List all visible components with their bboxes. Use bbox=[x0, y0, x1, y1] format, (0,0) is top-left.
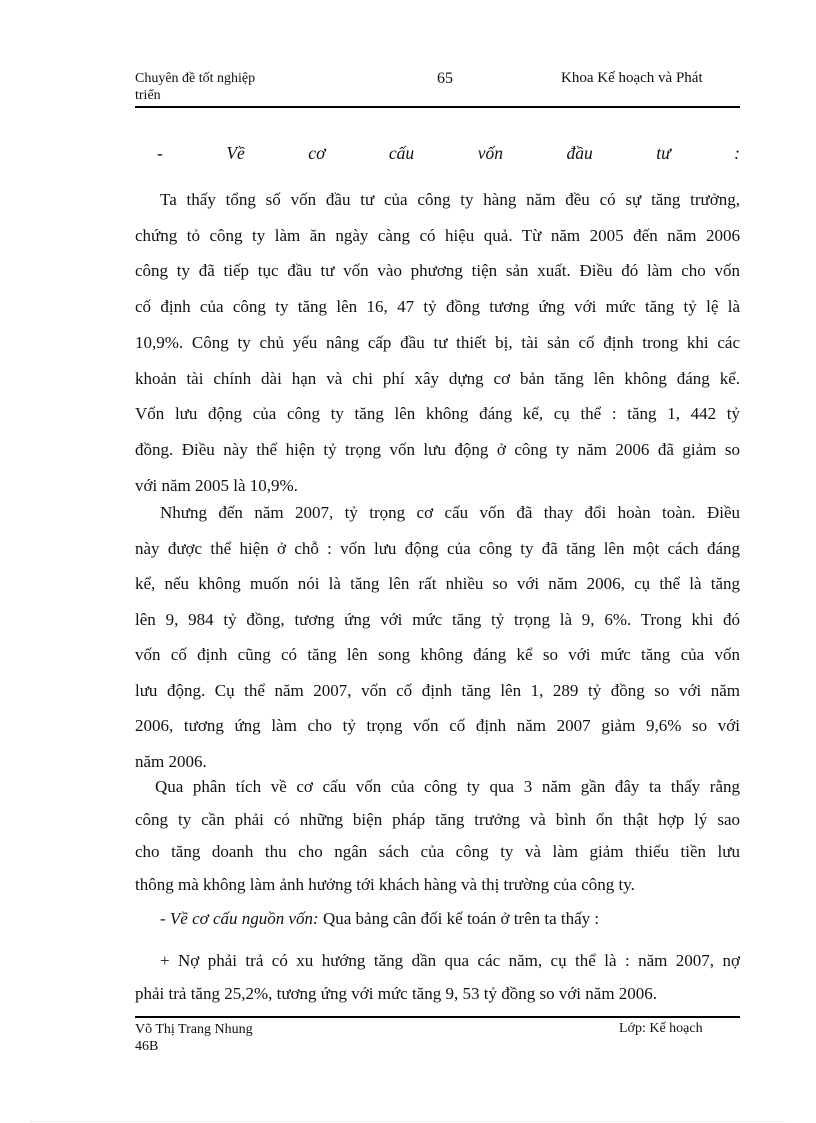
heading-word: Về bbox=[226, 143, 245, 163]
paragraph-2 bbox=[135, 495, 740, 779]
paragraph-3 bbox=[135, 771, 740, 901]
footer-author-class: 46B bbox=[135, 1039, 159, 1054]
heading-word: : bbox=[734, 143, 740, 163]
paragraph-line: chứng tỏ công ty làm ăn ngày càng có hiệu quả. Từ năm 2005 đến năm 2006 bbox=[135, 225, 740, 245]
heading-word: vốn bbox=[477, 143, 503, 163]
paragraph-line: công ty cần phải có những biện pháp tăng trưởng và bình ổn thật hợp lý sao bbox=[135, 809, 740, 829]
section-heading-funding-structure bbox=[135, 907, 740, 931]
heading-word: - bbox=[157, 143, 163, 163]
footer-class: Lớp: Kế hoạch bbox=[619, 1021, 703, 1036]
paragraph-line: này được thể hiện ở chỗ : vốn lưu động của công ty đã tăng lên một cách đáng bbox=[135, 538, 740, 558]
paragraph-line: Ta thấy tổng số vốn đầu tư của công ty hàng năm đều có sự tăng trưởng, bbox=[160, 190, 740, 209]
paragraph-line: thông mà không làm ảnh hưởng tới khách hàng và thị trường của công ty. bbox=[135, 874, 635, 894]
section-heading-capital-structure bbox=[157, 141, 740, 165]
section-heading-text: Qua bảng cân đối kế toán ở trên ta thấy : bbox=[318, 909, 600, 928]
paragraph-line: khoản tài chính dài hạn và chi phí xây dựng cơ bản tăng lên không đáng kể. bbox=[135, 368, 740, 388]
paragraph-line: kể, nếu không muốn nói là tăng lên rất nhiều so với năm 2006, cụ thể là tăng bbox=[135, 574, 740, 593]
header-title bbox=[135, 70, 255, 104]
paragraph-1 bbox=[135, 182, 740, 503]
footer-rule bbox=[135, 1016, 740, 1018]
paragraph-line: 2006, tương ứng làm cho tỷ trọng vốn cố định năm 2007 giảm 9,6% so với bbox=[135, 716, 740, 735]
page-number: 65 bbox=[437, 70, 453, 87]
header-title-line1: Chuyên đề tốt nghiệp bbox=[135, 71, 256, 86]
page-boundary bbox=[30, 1121, 786, 1122]
paragraph-line: lên 9, 984 tỷ đồng, tương ứng với mức tăng tỷ trọng là 9, 6%. Trong khi đó bbox=[135, 609, 740, 629]
paragraph-line: Vốn lưu động của công ty tăng lên không đáng kể, cụ thể : tăng 1, 442 tỷ bbox=[135, 404, 740, 424]
paragraph-line: Nhưng đến năm 2007, tỷ trọng cơ cấu vốn đã thay đổi hoàn toàn. Điều bbox=[160, 503, 740, 522]
paragraph-line: vốn cố định cũng có tăng lên song không đáng kể so với mức tăng của vốn bbox=[135, 645, 740, 664]
header-title-line2: triển bbox=[135, 88, 161, 103]
paragraph-line: lưu động. Cụ thể năm 2007, vốn cố định tăng lên 1, 289 tỷ đồng so với năm bbox=[135, 680, 740, 700]
heading-word: đầu bbox=[566, 143, 593, 163]
paragraph-line: năm 2006. bbox=[135, 751, 207, 771]
paragraph-4 bbox=[135, 944, 740, 1010]
header-faculty: Khoa Kế hoạch và Phát bbox=[561, 70, 703, 86]
footer-author-name: Võ Thị Trang Nhung bbox=[135, 1022, 253, 1037]
heading-word: tư bbox=[656, 143, 671, 163]
paragraph-line: đồng. Điều này thể hiện tỷ trọng vốn lưu động ở công ty năm 2006 đã giảm so bbox=[135, 439, 740, 459]
paragraph-line: với năm 2005 là 10,9%. bbox=[135, 475, 298, 495]
paragraph-line: + Nợ phải trả có xu hướng tăng dần qua các năm, cụ thể là : năm 2007, nợ bbox=[160, 951, 740, 970]
heading-word: cấu bbox=[388, 143, 415, 163]
paragraph-line: 10,9%. Công ty chủ yếu nâng cấp đầu tư thiết bị, tài sản cố định trong khi các bbox=[135, 332, 740, 352]
heading-word: cơ bbox=[308, 143, 326, 163]
paragraph-line: công ty đã tiếp tục đầu tư vốn vào phương tiện sản xuất. Điều đó làm cho vốn bbox=[135, 261, 740, 281]
footer-author bbox=[135, 1021, 253, 1055]
section-heading-label: - Về cơ cấu nguồn vốn: bbox=[160, 909, 319, 928]
paragraph-line: Qua phân tích về cơ cấu vốn của công ty qua 3 năm gần đây ta thấy rằng bbox=[155, 777, 740, 796]
paragraph-line: phải trả tăng 25,2%, tương ứng với mức tăng 9, 53 tỷ đồng so với năm 2006. bbox=[135, 984, 658, 1003]
header-rule bbox=[135, 106, 740, 108]
paragraph-line: cố định của công ty tăng lên 16, 47 tỷ đồng tương ứng với mức tăng tỷ lệ là bbox=[135, 297, 740, 317]
paragraph-line: cho tăng doanh thu cho ngân sách của công ty và làm giảm thiểu tiền lưu bbox=[135, 842, 740, 861]
